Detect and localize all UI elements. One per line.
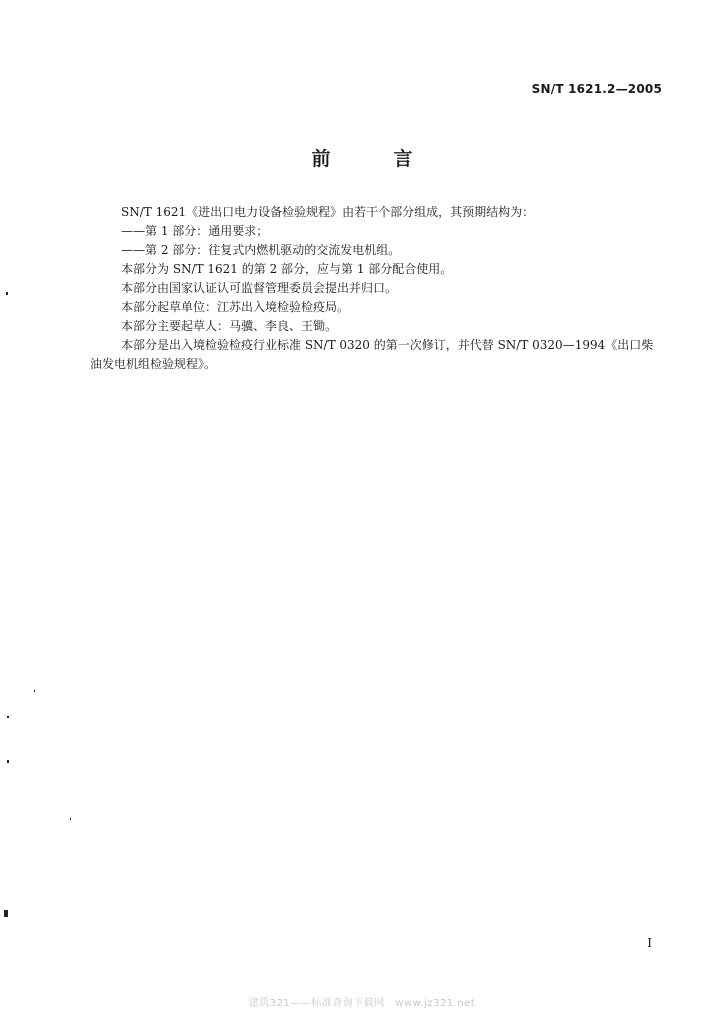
scan-speck [4,910,8,917]
paragraph: 本部分是出入境检验检疫行业标准 SN/T 0320 的第一次修订，并代替 SN/T 0320—1994《出口柴油发电机组检验规程》。 [90,338,654,371]
foreword-body [90,203,660,374]
scan-speck [6,292,8,295]
paragraph: 本部分起草单位：江苏出入境检验检疫局。 [121,300,350,314]
list-item: ——第 1 部分：通用要求； [121,224,269,238]
paragraph: 本部分为 SN/T 1621 的第 2 部分，应与第 1 部分配合使用。 [121,262,453,276]
page-number: I [647,936,652,950]
page-title: 前 言 [311,148,435,170]
standard-code: SN/T 1621.2—2005 [531,82,662,96]
list-item: ——第 2 部分：往复式内燃机驱动的交流发电机组。 [121,243,401,257]
paragraph: 本部分主要起草人：马骥、李良、王锄。 [121,319,338,333]
paragraph: SN/T 1621《进出口电力设备检验规程》由若干个部分组成，其预期结构为： [121,205,535,219]
scan-speck [7,716,9,718]
watermark-footer: 建筑321——标准查询下载网 www.jz321.net [248,998,476,1009]
scan-speck [34,690,35,692]
scan-speck [7,760,9,763]
scan-speck [70,818,71,820]
paragraph: 本部分由国家认证认可监督管理委员会提出并归口。 [121,281,398,295]
